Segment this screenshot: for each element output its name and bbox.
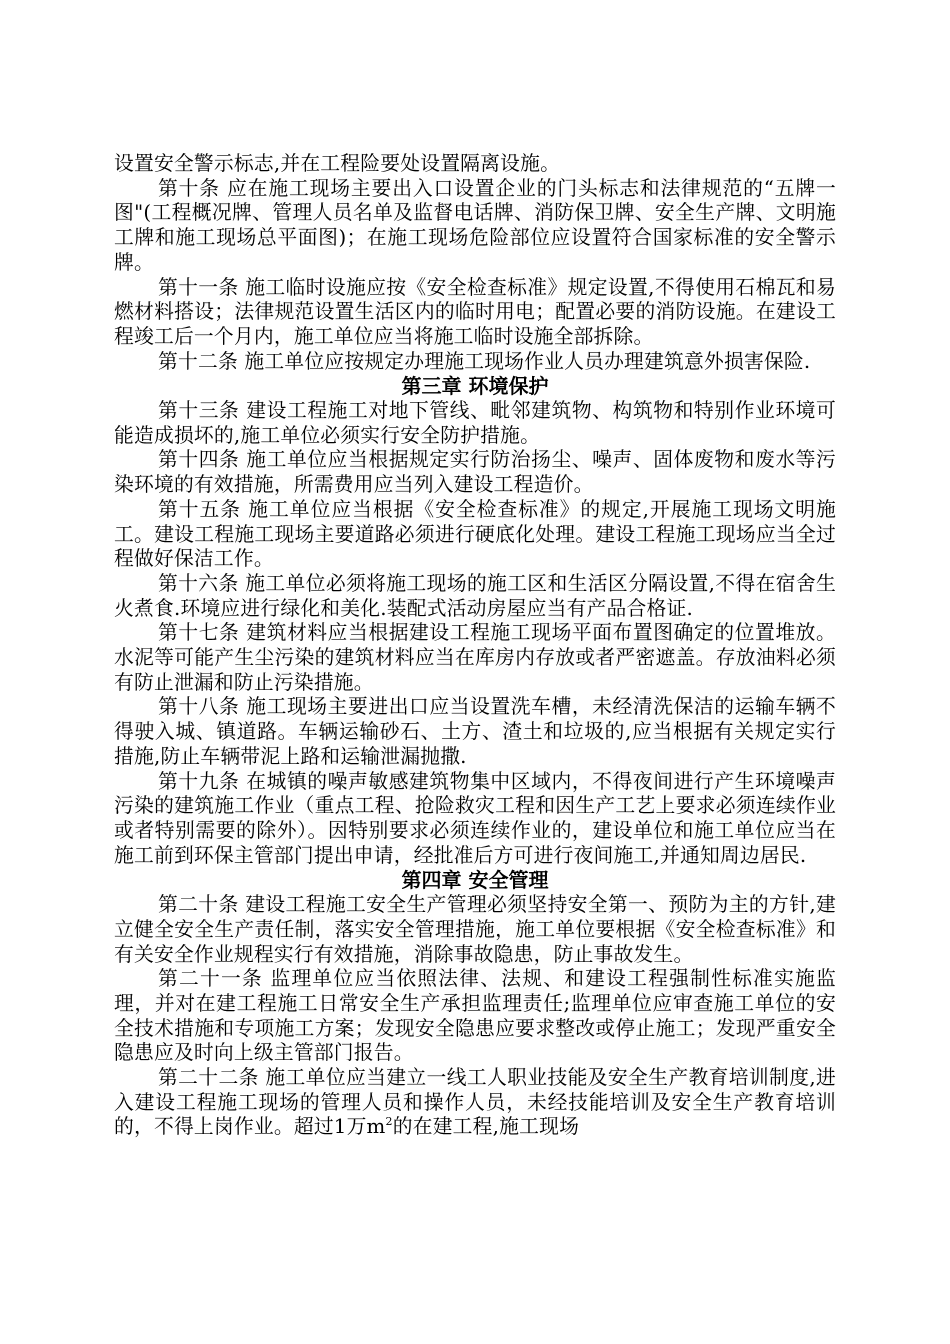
article-17: 第十七条 建筑材料应当根据建设工程施工现场平面布置图确定的位置堆放。水泥等可能产生尘污染的建筑材料应当在库房内存放或者严密遮盖。存放油料必须有防止泄漏和防止污染措施。 xyxy=(114,621,836,694)
article-12: 第十二条 施工单位应按规定办理施工现场作业人员办理建筑意外损害保险. xyxy=(158,349,811,373)
chapter-4-heading: 第四章 安全管理 xyxy=(401,868,549,893)
article-14: 第十四条 施工单位应当根据规定实行防治扬尘、噪声、固体废物和废水等污染环境的有效措施，所需费用应当列入建设工程造价。 xyxy=(114,448,836,497)
paragraph-continued: 设置安全警示标志,并在工程险要处设置隔离设施。 xyxy=(114,152,561,175)
article-20: 第二十条 建设工程施工安全生产管理必须坚持安全第一、预防为主的方针,建立健全安全生产责任制，落实安全管理措施，施工单位要根据《安全检查标准》和有关安全作业规程实行有效措施，消除事故隐患，防止事故发生。 xyxy=(114,893,836,966)
article-19: 第十九条 在城镇的噪声敏感建筑物集中区域内，不得夜间进行产生环境噪声污染的建筑施工作业（重点工程、抢险救灾工程和因生产工艺上要求必须连续作业或者特别需要的除外）。因特别要求必须连续作业的，建设单位和施工单位应当在施工前到环保主管部门提出申请，经批准后方可进行夜间施工,并通知周边居民. xyxy=(114,769,836,867)
article-13: 第十三条 建设工程施工对地下管线、毗邻建筑物、构筑物和特别作业环境可能造成损坏的,施工单位必须实行安全防护措施。 xyxy=(114,399,836,447)
article-21: 第二十一条 监理单位应当依照法律、法规、和建设工程强制性标准实施监理，并对在建工程施工日常安全生产承担监理责任;监理单位应审查施工单位的安全技术措施和专项施工方案；发现安全隐患应要求整改或停止施工；发现严重安全隐患应及时向上级主管部门报告。 xyxy=(114,967,836,1065)
article-22 xyxy=(114,1066,836,1140)
article-22-text-end: 的在建工程,施工现场 xyxy=(392,1115,580,1139)
superscript-2: 2 xyxy=(385,1115,393,1129)
article-10: 第十条 应在施工现场主要出入口设置企业的门头标志和法律规范的“五牌一图"(工程概况牌、管理人员名单及监督电话牌、消防保卫牌、安全生产牌、文明施工牌和施工现场总平面图)；在施工现场危险部位应设置符合国家标准的安全警示牌。 xyxy=(114,176,836,274)
article-11: 第十一条 施工临时设施应按《安全检查标准》规定设置,不得使用石棉瓦和易燃材料搭设；法律规范设置生活区内的临时用电；配置必要的消防设施。在建设工程竣工后一个月内，施工单位应当将施工临时设施全部拆除。 xyxy=(114,275,836,348)
document-page xyxy=(114,152,836,1140)
article-16: 第十六条 施工单位必须将施工现场的施工区和生活区分隔设置,不得在宿舍生火煮食.环境应进行绿化和美化.装配式活动房屋应当有产品合格证. xyxy=(114,571,836,620)
article-18: 第十八条 施工现场主要进出口应当设置洗车槽，未经清洗保洁的运输车辆不得驶入城、镇道路。车辆运输砂石、土方、渣土和垃圾的,应当根据有关规定实行措施,防止车辆带泥上路和运输泄漏抛撒. xyxy=(114,695,836,768)
article-15: 第十五条 施工单位应当根据《安全检查标准》的规定,开展施工现场文明施工。建设工程施工现场主要道路必须进行硬底化处理。建设工程施工现场应当全过程做好保洁工作。 xyxy=(114,497,836,571)
article-22-text-start: 第二十二条 施工单位应当建立一线工人职业技能及安全生产教育培训制度,进入建设工程施工现场的管理人员和操作人员，未经技能培训及安全生产教育培训的，不得上岗作业。超过1万m xyxy=(114,1066,836,1139)
chapter-3-heading: 第三章 环境保护 xyxy=(401,374,549,399)
